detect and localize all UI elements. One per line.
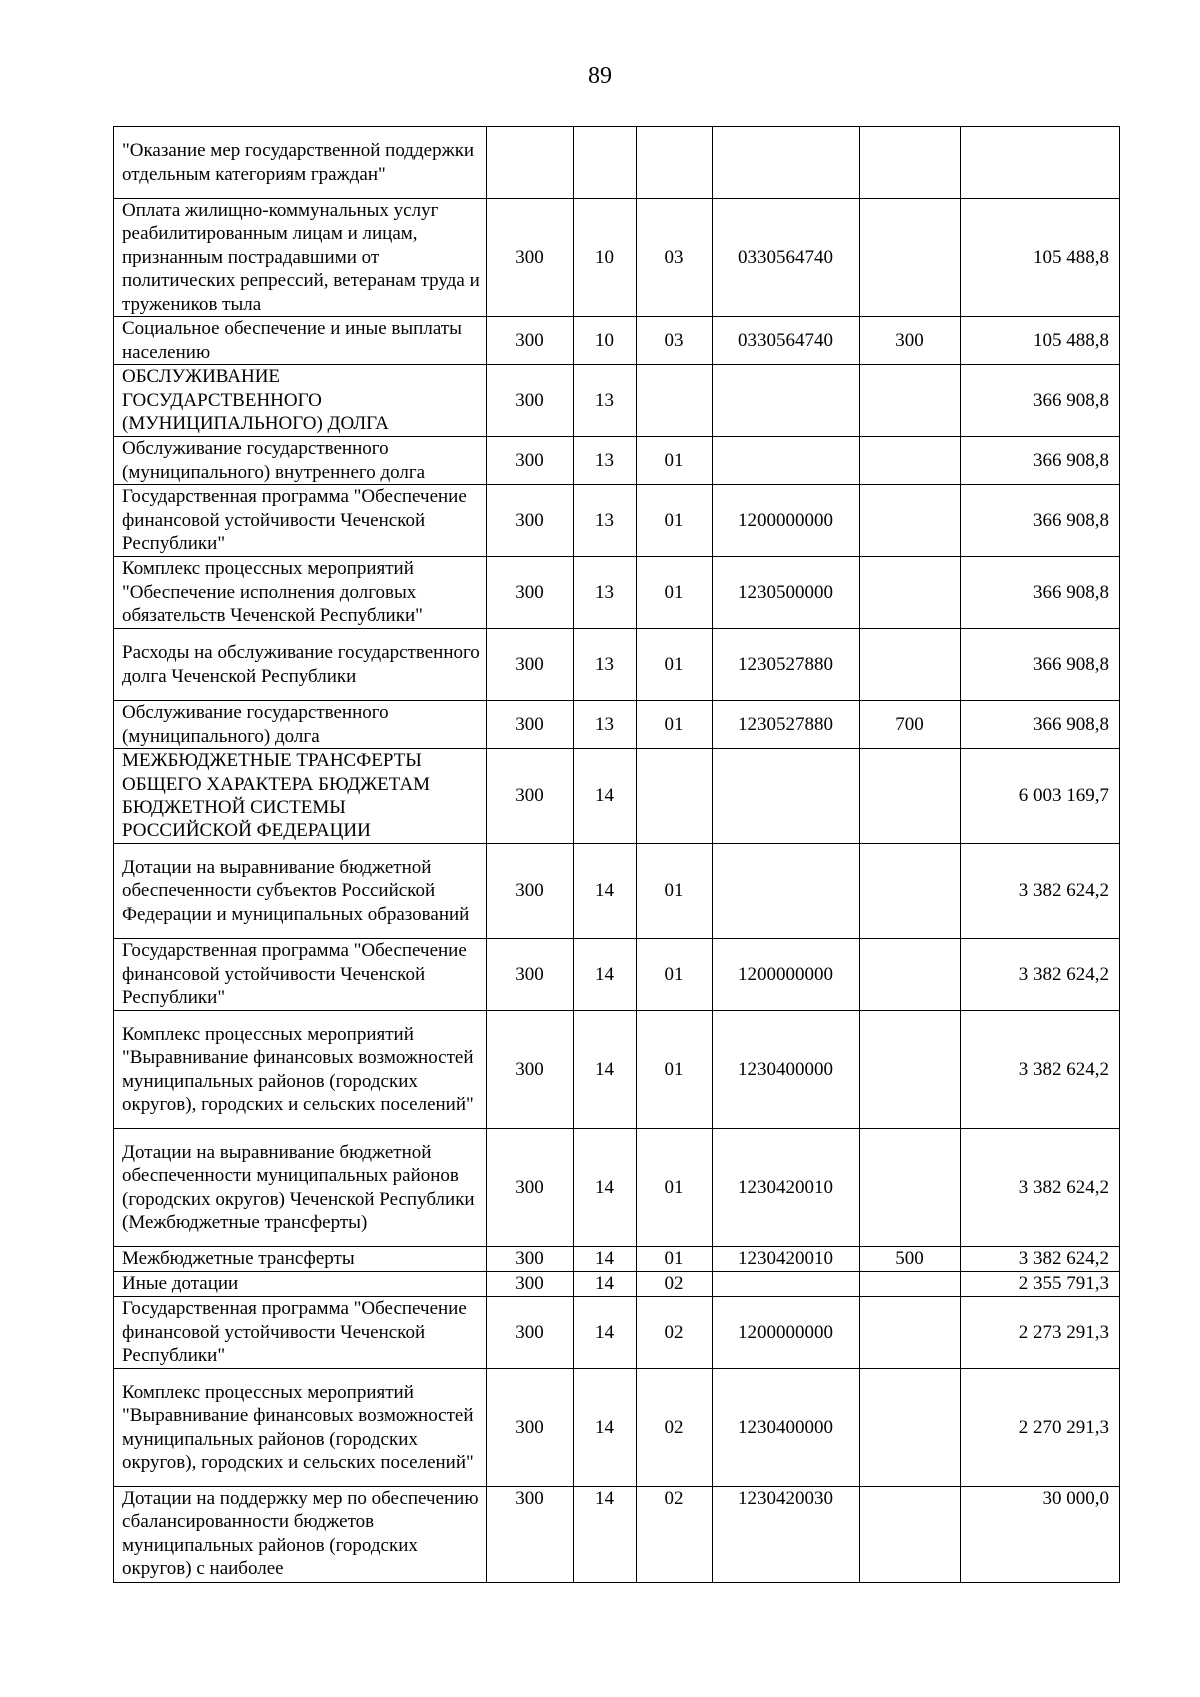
amount: 366 908,8 <box>961 629 1120 701</box>
ministry-code: 300 <box>487 1272 574 1297</box>
table-row <box>114 629 1120 701</box>
section-code <box>574 127 637 199</box>
ministry-code: 300 <box>487 701 574 749</box>
section-code: 13 <box>574 437 637 485</box>
row-name: Комплекс процессных мероприятий "Выравнивание финансовых возможностей муниципальных районов (городских округов), городских и сельских поселений" <box>114 1369 487 1487</box>
target-code: 1230420030 <box>713 1487 860 1583</box>
row-name: Социальное обеспечение и иные выплаты населению <box>114 317 487 365</box>
ministry-code: 300 <box>487 557 574 629</box>
expense-type-code: 700 <box>860 701 961 749</box>
section-code: 14 <box>574 1247 637 1272</box>
target-code: 1230527880 <box>713 701 860 749</box>
ministry-code: 300 <box>487 1247 574 1272</box>
amount: 366 908,8 <box>961 701 1120 749</box>
subsection-code: 01 <box>637 437 713 485</box>
subsection-code: 02 <box>637 1272 713 1297</box>
row-name: Государственная программа "Обеспечение финансовой устойчивости Чеченской Республики" <box>114 1297 487 1369</box>
expense-type-code <box>860 939 961 1011</box>
subsection-code: 01 <box>637 1247 713 1272</box>
expense-type-code <box>860 485 961 557</box>
expense-type-code <box>860 127 961 199</box>
target-code <box>713 1272 860 1297</box>
amount: 6 003 169,7 <box>961 749 1120 844</box>
amount: 2 270 291,3 <box>961 1369 1120 1487</box>
expense-type-code <box>860 1487 961 1583</box>
target-code: 1200000000 <box>713 939 860 1011</box>
section-code: 14 <box>574 1297 637 1369</box>
amount: 3 382 624,2 <box>961 939 1120 1011</box>
row-name: Государственная программа "Обеспечение финансовой устойчивости Чеченской Республики" <box>114 939 487 1011</box>
row-name: "Оказание мер государственной поддержки отдельным категориям граждан" <box>114 127 487 199</box>
ministry-code <box>487 127 574 199</box>
row-name: Дотации на поддержку мер по обеспечению сбалансированности бюджетов муниципальных районов (городских округов) с наиболее <box>114 1487 487 1583</box>
expense-type-code <box>860 365 961 437</box>
table-row <box>114 939 1120 1011</box>
row-name: Межбюджетные трансферты <box>114 1247 487 1272</box>
amount <box>961 127 1120 199</box>
amount: 105 488,8 <box>961 317 1120 365</box>
subsection-code: 01 <box>637 844 713 939</box>
section-code: 14 <box>574 1129 637 1247</box>
row-name: ОБСЛУЖИВАНИЕ ГОСУДАРСТВЕННОГО (МУНИЦИПАЛЬНОГО) ДОЛГА <box>114 365 487 437</box>
table-row <box>114 1011 1120 1129</box>
amount: 30 000,0 <box>961 1487 1120 1583</box>
amount: 3 382 624,2 <box>961 1011 1120 1129</box>
row-name: Дотации на выравнивание бюджетной обеспеченности муниципальных районов (городских округов) Чеченской Республики (Межбюджетные трансферты) <box>114 1129 487 1247</box>
target-code <box>713 749 860 844</box>
ministry-code: 300 <box>487 844 574 939</box>
target-code <box>713 844 860 939</box>
expense-type-code <box>860 844 961 939</box>
subsection-code: 02 <box>637 1297 713 1369</box>
section-code: 10 <box>574 317 637 365</box>
expense-type-code <box>860 1272 961 1297</box>
ministry-code: 300 <box>487 939 574 1011</box>
subsection-code <box>637 749 713 844</box>
amount: 366 908,8 <box>961 557 1120 629</box>
amount: 105 488,8 <box>961 199 1120 317</box>
expense-type-code <box>860 629 961 701</box>
section-code: 13 <box>574 557 637 629</box>
ministry-code: 300 <box>487 437 574 485</box>
target-code: 1230400000 <box>713 1011 860 1129</box>
ministry-code: 300 <box>487 1129 574 1247</box>
row-name: Оплата жилищно-коммунальных услуг реабилитированным лицам и лицам, признанным пострадавшими от политических репрессий, ветеранам труда и тружеников тыла <box>114 199 487 317</box>
row-name: Обслуживание государственного (муниципального) внутреннего долга <box>114 437 487 485</box>
section-code: 14 <box>574 844 637 939</box>
section-code: 13 <box>574 701 637 749</box>
section-code: 13 <box>574 485 637 557</box>
target-code: 1230420010 <box>713 1129 860 1247</box>
target-code: 1230527880 <box>713 629 860 701</box>
table-row <box>114 701 1120 749</box>
subsection-code: 02 <box>637 1369 713 1487</box>
target-code: 1200000000 <box>713 485 860 557</box>
ministry-code: 300 <box>487 1297 574 1369</box>
section-code: 14 <box>574 939 637 1011</box>
target-code <box>713 437 860 485</box>
table-row <box>114 317 1120 365</box>
subsection-code <box>637 127 713 199</box>
section-code: 13 <box>574 365 637 437</box>
table-row <box>114 1129 1120 1247</box>
expense-type-code: 500 <box>860 1247 961 1272</box>
ministry-code: 300 <box>487 365 574 437</box>
row-name: МЕЖБЮДЖЕТНЫЕ ТРАНСФЕРТЫ ОБЩЕГО ХАРАКТЕРА БЮДЖЕТАМ БЮДЖЕТНОЙ СИСТЕМЫ РОССИЙСКОЙ ФЕДЕРАЦИИ <box>114 749 487 844</box>
expense-type-code <box>860 1369 961 1487</box>
table-row <box>114 365 1120 437</box>
row-name: Иные дотации <box>114 1272 487 1297</box>
subsection-code: 01 <box>637 1129 713 1247</box>
target-code <box>713 127 860 199</box>
ministry-code: 300 <box>487 1369 574 1487</box>
target-code: 1200000000 <box>713 1297 860 1369</box>
amount: 366 908,8 <box>961 365 1120 437</box>
ministry-code: 300 <box>487 1011 574 1129</box>
expense-type-code <box>860 437 961 485</box>
ministry-code: 300 <box>487 749 574 844</box>
subsection-code: 02 <box>637 1487 713 1583</box>
subsection-code: 01 <box>637 1011 713 1129</box>
target-code: 1230400000 <box>713 1369 860 1487</box>
amount: 2 273 291,3 <box>961 1297 1120 1369</box>
section-code: 14 <box>574 1369 637 1487</box>
expense-type-code <box>860 199 961 317</box>
amount: 3 382 624,2 <box>961 1247 1120 1272</box>
table-row <box>114 437 1120 485</box>
expense-type-code <box>860 1297 961 1369</box>
expense-type-code <box>860 1011 961 1129</box>
table-row <box>114 1487 1120 1583</box>
target-code: 1230420010 <box>713 1247 860 1272</box>
ministry-code: 300 <box>487 317 574 365</box>
table-row <box>114 844 1120 939</box>
subsection-code: 01 <box>637 939 713 1011</box>
row-name: Комплекс процессных мероприятий "Выравнивание финансовых возможностей муниципальных районов (городских округов), городских и сельских поселений" <box>114 1011 487 1129</box>
subsection-code: 03 <box>637 317 713 365</box>
section-code: 13 <box>574 629 637 701</box>
ministry-code: 300 <box>487 629 574 701</box>
section-code: 14 <box>574 1272 637 1297</box>
table-row <box>114 1297 1120 1369</box>
table-row <box>114 485 1120 557</box>
expense-type-code <box>860 557 961 629</box>
row-name: Расходы на обслуживание государственного долга Чеченской Республики <box>114 629 487 701</box>
target-code: 1230500000 <box>713 557 860 629</box>
subsection-code: 01 <box>637 557 713 629</box>
row-name: Комплекс процессных мероприятий "Обеспечение исполнения долговых обязательств Чеченской Республики" <box>114 557 487 629</box>
expense-type-code: 300 <box>860 317 961 365</box>
table-row <box>114 557 1120 629</box>
table-row <box>114 1247 1120 1272</box>
amount: 366 908,8 <box>961 437 1120 485</box>
amount: 3 382 624,2 <box>961 1129 1120 1247</box>
target-code: 0330564740 <box>713 199 860 317</box>
section-code: 14 <box>574 1011 637 1129</box>
table-row <box>114 1369 1120 1487</box>
subsection-code: 01 <box>637 701 713 749</box>
expense-type-code <box>860 749 961 844</box>
subsection-code: 01 <box>637 485 713 557</box>
table-row <box>114 127 1120 199</box>
amount: 2 355 791,3 <box>961 1272 1120 1297</box>
table-row <box>114 1272 1120 1297</box>
ministry-code: 300 <box>487 485 574 557</box>
subsection-code <box>637 365 713 437</box>
subsection-code: 03 <box>637 199 713 317</box>
target-code: 0330564740 <box>713 317 860 365</box>
target-code <box>713 365 860 437</box>
row-name: Дотации на выравнивание бюджетной обеспеченности субъектов Российской Федерации и муниципальных образований <box>114 844 487 939</box>
ministry-code: 300 <box>487 1487 574 1583</box>
subsection-code: 01 <box>637 629 713 701</box>
amount: 3 382 624,2 <box>961 844 1120 939</box>
row-name: Обслуживание государственного (муниципального) долга <box>114 701 487 749</box>
table-row <box>114 749 1120 844</box>
table-row <box>114 199 1120 317</box>
page-number: 89 <box>588 63 612 89</box>
section-code: 14 <box>574 749 637 844</box>
section-code: 10 <box>574 199 637 317</box>
row-name: Государственная программа "Обеспечение финансовой устойчивости Чеченской Республики" <box>114 485 487 557</box>
section-code: 14 <box>574 1487 637 1583</box>
ministry-code: 300 <box>487 199 574 317</box>
amount: 366 908,8 <box>961 485 1120 557</box>
expense-type-code <box>860 1129 961 1247</box>
budget-table <box>113 126 1120 1583</box>
